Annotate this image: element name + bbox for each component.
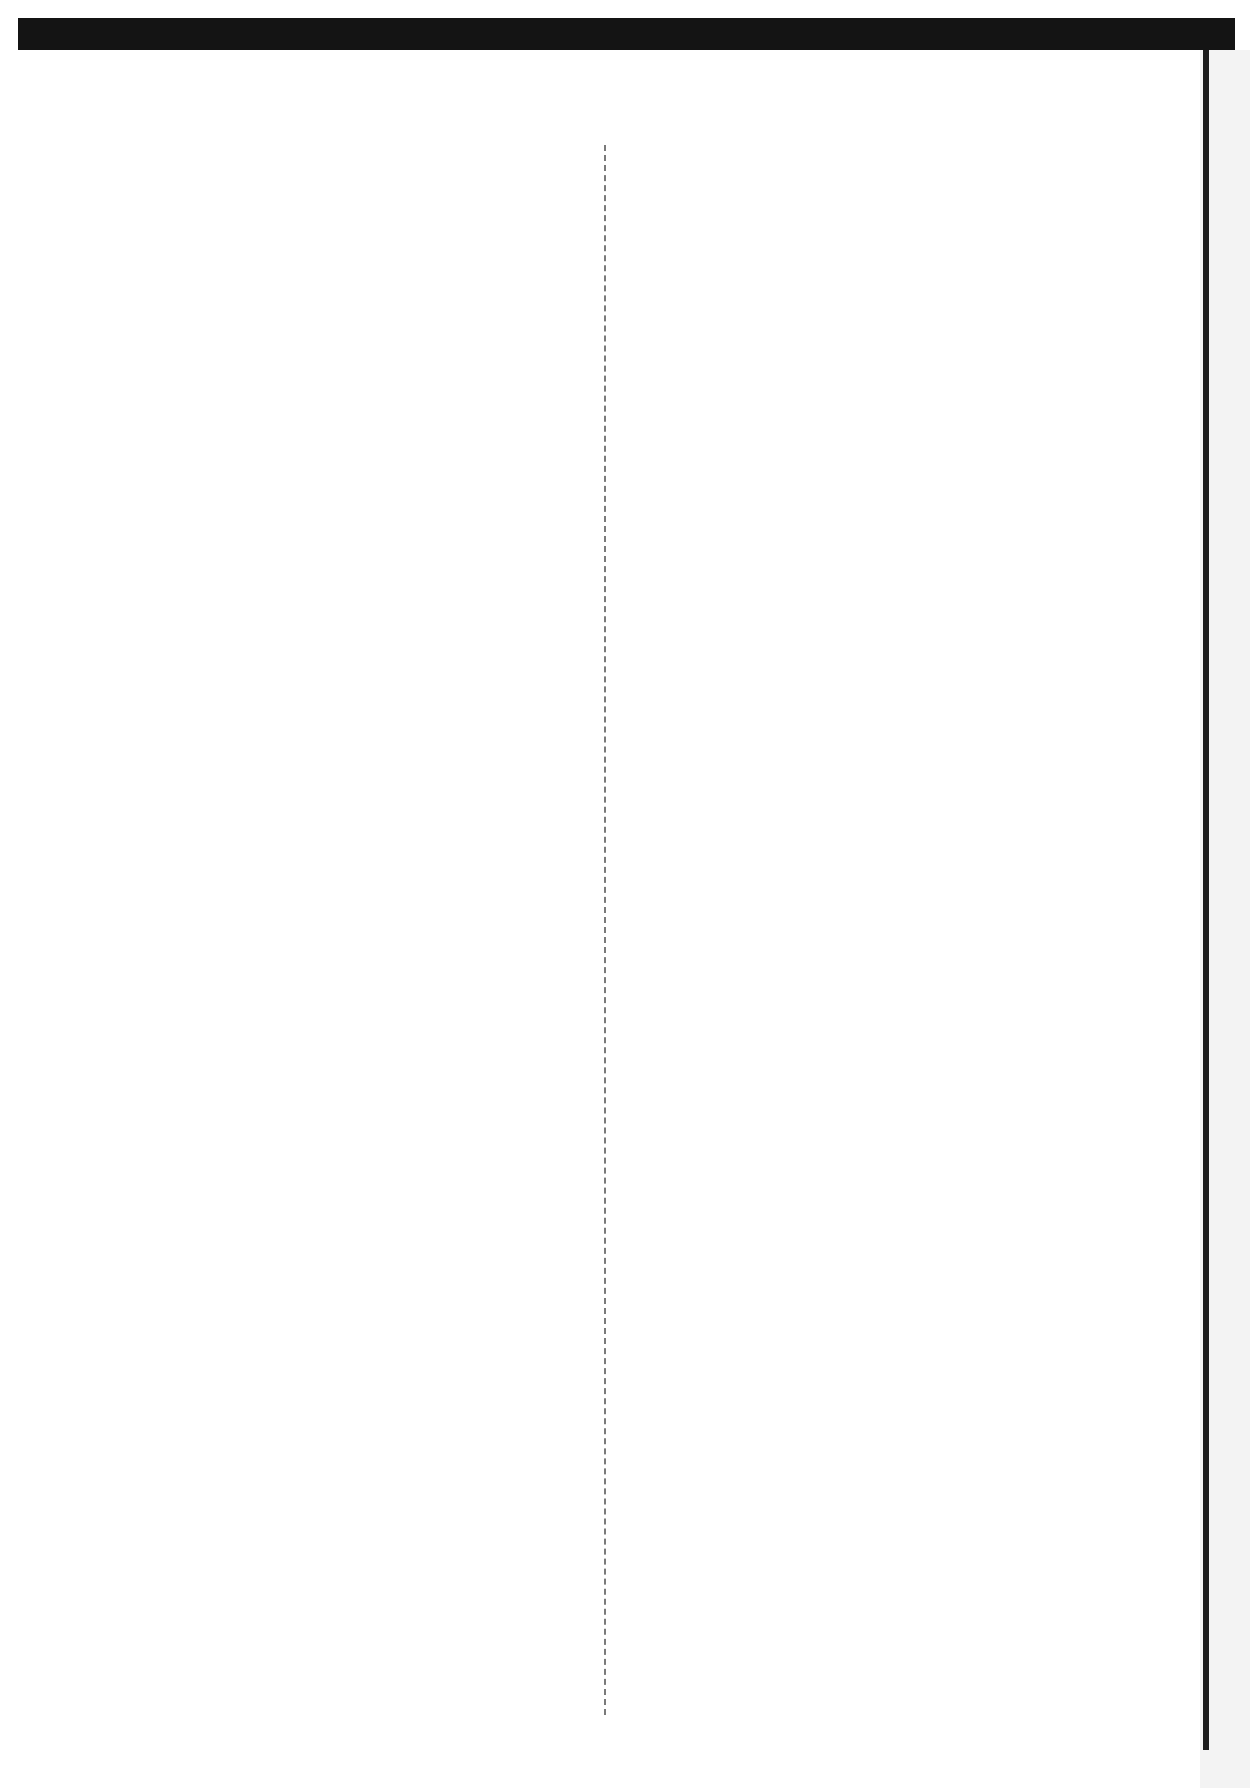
left-column	[91, 137, 581, 183]
column-divider	[604, 145, 606, 1715]
carry-text	[91, 137, 581, 183]
page-edge-dark-strip	[1203, 50, 1209, 1750]
top-black-band	[18, 18, 1235, 50]
top-margin	[0, 0, 1250, 18]
